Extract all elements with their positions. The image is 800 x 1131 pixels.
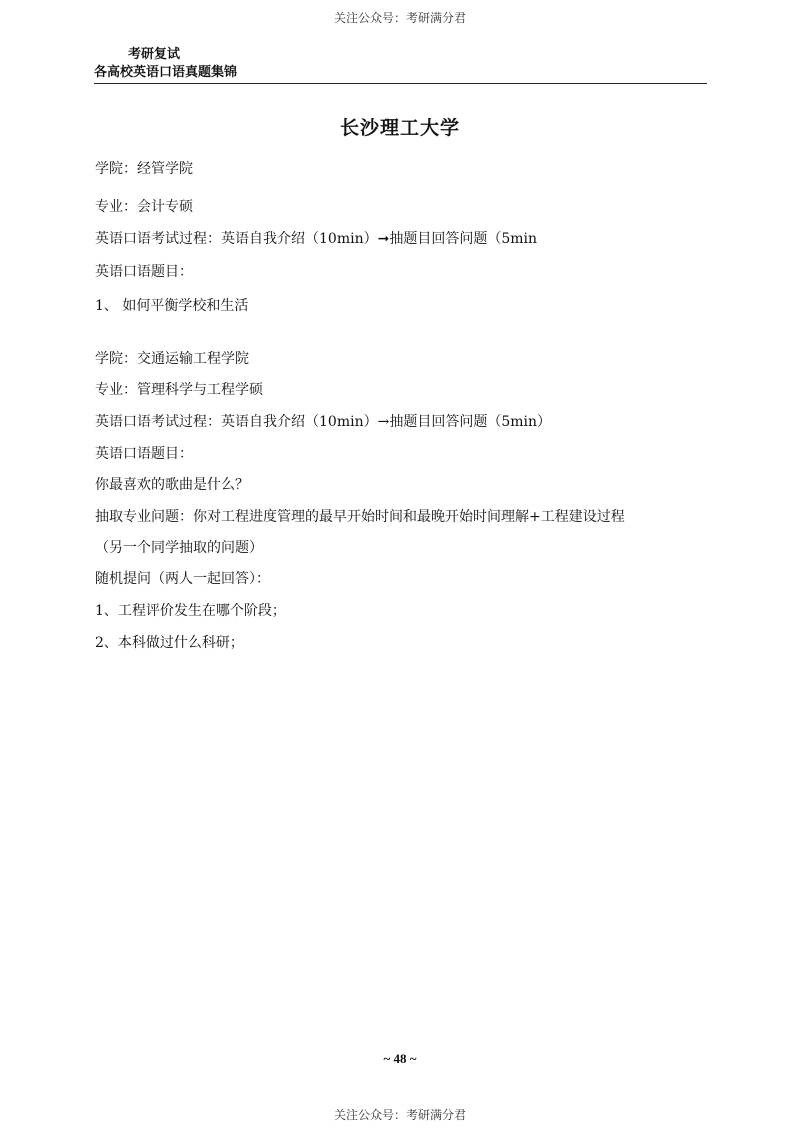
section1-process: 英语口语考试过程：英语自我介绍（10min）➞抽题目回答问题（5min xyxy=(95,231,537,247)
section1-major: 专业：会计专硕 xyxy=(95,199,193,215)
section2-specialty-question: 抽取专业问题：你对工程进度管理的最早开始时间和最晚开始时间理解+工程建设过程 xyxy=(95,509,625,525)
page-number: ~ 48 ~ xyxy=(383,1051,417,1066)
section2-college: 学院：交通运输工程学院 xyxy=(95,351,249,367)
header-line-1: 考研复试 xyxy=(128,47,181,62)
header-divider xyxy=(94,83,707,84)
header-line-2: 各高校英语口语真题集锦 xyxy=(94,65,238,80)
watermark-bottom: 关注公众号：考研满分君 xyxy=(333,1108,466,1122)
section1-college: 学院：经管学院 xyxy=(95,161,193,177)
section2-random-question-1: 1、工程评价发生在哪个阶段； xyxy=(95,603,286,619)
section1-question-1: 1、 如何平衡学校和生活 xyxy=(95,298,249,314)
document-header xyxy=(94,46,707,82)
page-title: 长沙理工大学 xyxy=(339,117,460,139)
section2-random-question-2: 2、本科做过什么科研； xyxy=(95,635,244,651)
section2-major: 专业：管理科学与工程学硕 xyxy=(95,382,263,398)
section2-random-heading: 随机提问（两人一起回答）： xyxy=(95,571,270,587)
section2-topic-heading: 英语口语题目： xyxy=(95,446,193,462)
section1-topic-heading: 英语口语题目： xyxy=(95,264,193,280)
watermark-top: 关注公众号：考研满分君 xyxy=(333,11,466,25)
section2-process: 英语口语考试过程：英语自我介绍（10min）→抽题目回答问题（5min） xyxy=(95,414,551,430)
section2-question-main: 你最喜欢的歌曲是什么？ xyxy=(95,477,249,493)
section2-specialty-note: （另一个同学抽取的问题） xyxy=(95,540,263,556)
